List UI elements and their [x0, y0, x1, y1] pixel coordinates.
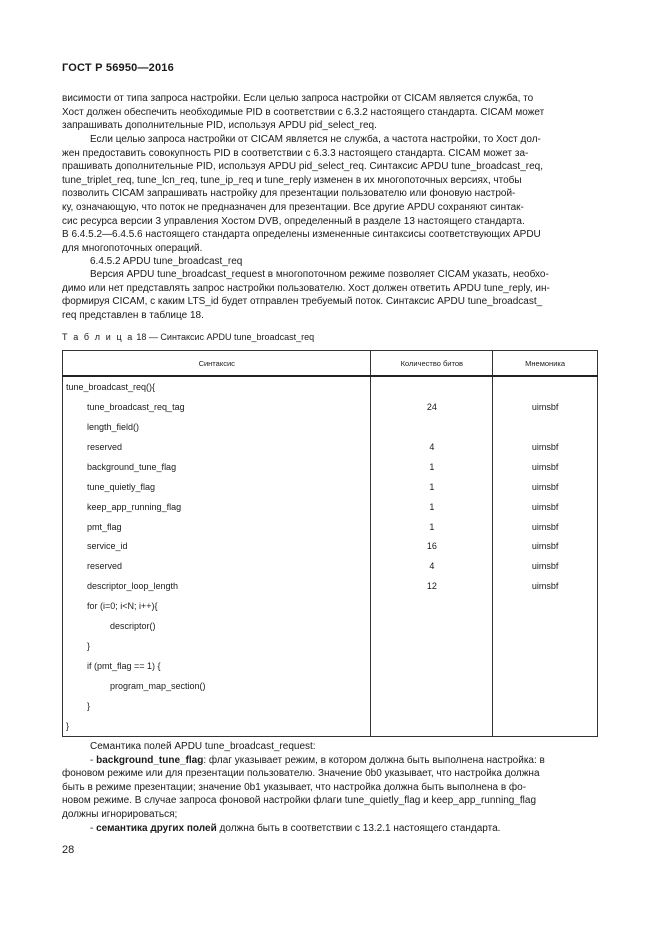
text-line: сис ресурса версии 3 управления Хостом DVB, определенный в разделе 13 настоящего стандарта.: [62, 215, 525, 227]
bits-cell: 4: [371, 556, 493, 576]
mnemonic-cell: [493, 616, 598, 636]
bits-cell: 1: [371, 517, 493, 537]
mnemonic-cell: uimsbf: [493, 537, 598, 557]
text-line: димо или нет представлять запрос настройки пользователю. Хост должен ответить APDU tune_reply, ин-: [62, 282, 550, 294]
mnemonic-cell: uimsbf: [493, 457, 598, 477]
syntax-cell: keep_app_running_flag: [63, 497, 371, 517]
table-caption-text: 18 — Синтаксис APDU tune_broadcast_req: [136, 332, 315, 342]
syntax-cell: service_id: [63, 537, 371, 557]
field-name: семантика других полей: [96, 822, 217, 834]
text-line: для многопоточных операций.: [62, 242, 203, 254]
syntax-cell: tune_broadcast_req(){: [63, 376, 371, 397]
text-line: быть в режиме презентации; значение 0b1 указывает, что настройка должна быть выполнена в фо-: [62, 781, 527, 793]
syntax-cell: }: [63, 636, 371, 656]
text-line: : флаг указывает режим, в котором должна быть выполнена настройка: в: [203, 754, 545, 766]
table-row: [63, 716, 598, 736]
table-row: [63, 537, 598, 557]
bits-cell: 1: [371, 477, 493, 497]
text-line: должна быть в соответствии с 13.2.1 настоящего стандарта.: [216, 822, 501, 834]
mnemonic-cell: [493, 656, 598, 676]
syntax-cell: }: [63, 696, 371, 716]
syntax-cell: for (i=0; i<N; i++){: [63, 596, 371, 616]
mnemonic-cell: uimsbf: [493, 497, 598, 517]
syntax-cell: if (pmt_flag == 1) {: [63, 656, 371, 676]
bits-cell: 1: [371, 457, 493, 477]
bits-cell: 12: [371, 576, 493, 596]
mnemonic-cell: [493, 376, 598, 397]
text-line: ку, означающую, что поток не предназначен для презентации. Все другие APDU сохраняют синтак-: [62, 201, 524, 213]
table-row: [63, 616, 598, 636]
table-caption-prefix: Т а б л и ц а: [62, 332, 134, 342]
mnemonic-cell: uimsbf: [493, 397, 598, 417]
bits-cell: [371, 656, 493, 676]
semantics-intro: Семантика полей APDU tune_broadcast_request:: [90, 741, 316, 752]
bits-cell: [371, 716, 493, 736]
column-header-syntax: Синтаксис: [63, 351, 371, 377]
bits-cell: [371, 676, 493, 696]
bits-cell: 24: [371, 397, 493, 417]
table-row: [63, 636, 598, 656]
table-row: [63, 676, 598, 696]
table-row: [63, 497, 598, 517]
para-2: [62, 133, 598, 255]
table-row: [63, 556, 598, 576]
syntax-cell: }: [63, 716, 371, 736]
table-row: [63, 376, 598, 397]
syntax-cell: program_map_section(): [63, 676, 371, 696]
text-line: позволить CICAM запрашивать настройку для презентации пользователю или фоновую настрой-: [62, 188, 516, 200]
syntax-table: [62, 350, 598, 737]
field-name: background_tune_flag: [96, 754, 204, 766]
text-line: прашивать дополнительные PID, используя APDU pid_select_req. Синтаксис APDU tune_broadcast_req,: [62, 161, 543, 173]
table-row: [63, 417, 598, 437]
section-heading: 6.4.5.2 APDU tune_broadcast_req: [90, 256, 243, 267]
text-line: Версия APDU tune_broadcast_request в многопоточном режиме позволяет CICAM указать, необхо-: [90, 269, 549, 280]
text-line: Хост должен обеспечить необходимые PID в соответствии с 6.3.2 настоящего стандарта. CICAM может: [62, 106, 545, 118]
syntax-cell: length_field(): [63, 417, 371, 437]
mnemonic-cell: [493, 716, 598, 736]
bits-cell: [371, 616, 493, 636]
table-row: [63, 437, 598, 457]
column-header-mnemonic: Мнемоника: [493, 351, 598, 377]
bits-cell: [371, 417, 493, 437]
table-row: [63, 517, 598, 537]
mnemonic-cell: uimsbf: [493, 437, 598, 457]
para-3: [62, 268, 598, 322]
bits-cell: 16: [371, 537, 493, 557]
syntax-cell: tune_quietly_flag: [63, 477, 371, 497]
table-row: [63, 596, 598, 616]
mnemonic-cell: uimsbf: [493, 517, 598, 537]
semantics-item-other-fields: [62, 822, 598, 836]
text-line: новом режиме. В случае запроса фоновой настройки флаги tune_quietly_flag и keep_app_running_flag: [62, 795, 537, 807]
bits-cell: 1: [371, 497, 493, 517]
syntax-cell: tune_broadcast_req_tag: [63, 397, 371, 417]
mnemonic-cell: uimsbf: [493, 556, 598, 576]
bits-cell: 4: [371, 437, 493, 457]
table-row: [63, 656, 598, 676]
bits-cell: [371, 376, 493, 397]
semantics-block: [62, 740, 598, 835]
text-line: висимости от типа запроса настройки. Если целью запроса настройки от CICAM является служба, то: [62, 93, 534, 104]
syntax-cell: descriptor_loop_length: [63, 576, 371, 596]
syntax-cell: reserved: [63, 556, 371, 576]
mnemonic-cell: [493, 636, 598, 656]
syntax-cell: pmt_flag: [63, 517, 371, 537]
page-number: 28: [62, 844, 75, 856]
semantics-item-background-tune-flag: [62, 754, 598, 768]
syntax-cell: background_tune_flag: [63, 457, 371, 477]
text-line: В 6.4.5.2—6.4.5.6 настоящего стандарта определены измененные синтаксисы соответствующих APDU: [62, 229, 541, 241]
table-caption: [62, 332, 314, 342]
text-line: req представлен в таблице 18.: [62, 309, 204, 321]
bits-cell: [371, 636, 493, 656]
mnemonic-cell: [493, 676, 598, 696]
para-1: [62, 92, 598, 133]
text-line: запрашивать дополнительные PID, используя APDU pid_select_req.: [62, 120, 377, 132]
text-line: жен предоставить совокупность PID в соответствии с 6.3.3 настоящего стандарта. CICAM может за-: [62, 147, 529, 159]
text-line: tune_triplet_req, tune_lcn_req, tune_ip_req и tune_reply изменен в их многопоточных версиях, чтобы: [62, 174, 522, 186]
text-line: фоновом режиме или для презентации пользователю. Значение 0b0 указывает, что настройка должна: [62, 768, 540, 780]
table-header-row: [63, 351, 598, 377]
table-row: [63, 576, 598, 596]
section-heading-block: [62, 255, 598, 269]
list-dash: -: [90, 822, 97, 834]
syntax-cell: reserved: [63, 437, 371, 457]
text-line: формируя CICAM, с каким LTS_id будет отправлен требуемый поток. Синтаксис APDU tune_broadcast_: [62, 296, 543, 308]
syntax-cell: descriptor(): [63, 616, 371, 636]
text-line: Если целью запроса настройки от CICAM является не служба, а частота настройки, то Хост дол-: [90, 134, 541, 145]
text-line: должны игнорироваться;: [62, 808, 178, 820]
list-dash: -: [90, 754, 97, 766]
table-row: [63, 397, 598, 417]
bits-cell: [371, 596, 493, 616]
bits-cell: [371, 696, 493, 716]
table-row: [63, 477, 598, 497]
mnemonic-cell: uimsbf: [493, 576, 598, 596]
table-row: [63, 696, 598, 716]
mnemonic-cell: [493, 696, 598, 716]
table-row: [63, 457, 598, 477]
mnemonic-cell: [493, 417, 598, 437]
mnemonic-cell: uimsbf: [493, 477, 598, 497]
column-header-bits: Количество битов: [371, 351, 493, 377]
document-header: ГОСТ Р 56950—2016: [62, 62, 174, 74]
mnemonic-cell: [493, 596, 598, 616]
